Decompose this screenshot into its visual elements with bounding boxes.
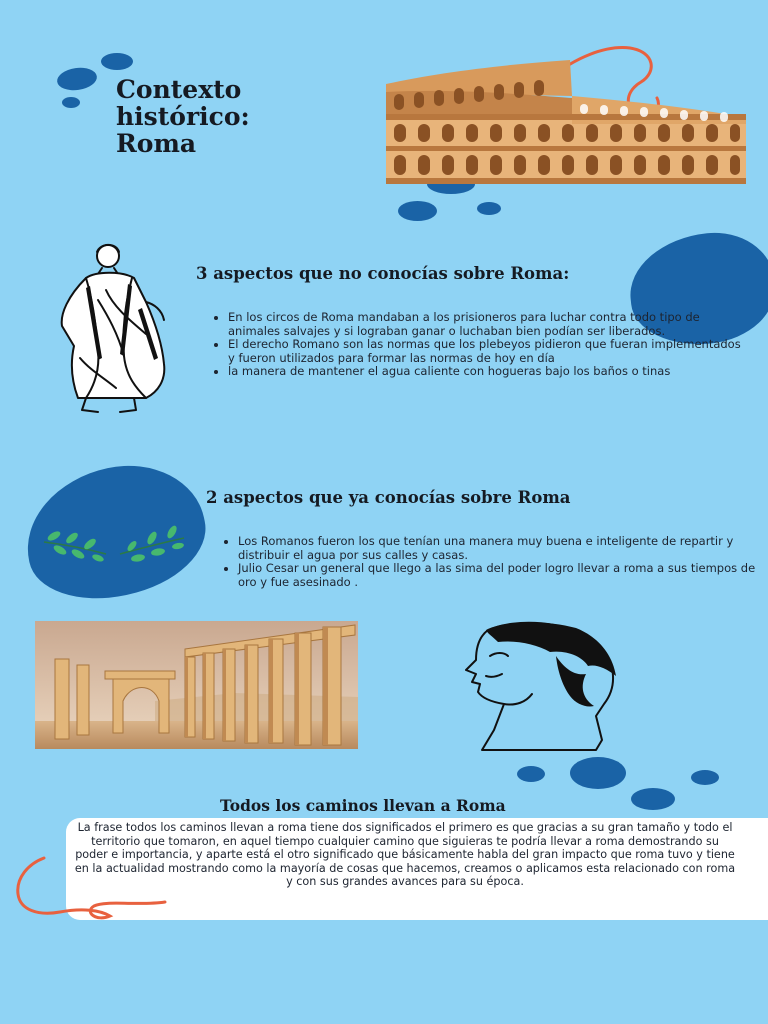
decor-blob [570, 757, 626, 789]
laurel-leaf-icon [40, 520, 188, 566]
swirl-decoration [10, 852, 170, 928]
section-known-heading: 2 aspectos que ya conocías sobre Roma [206, 488, 571, 507]
decor-blob [101, 53, 133, 70]
decor-blob [477, 202, 501, 215]
ruins-photo [35, 621, 358, 749]
title-line: Contexto [116, 75, 242, 104]
page-title [116, 76, 356, 157]
colosseum-illustration [380, 54, 752, 186]
roads-body: La frase todos los caminos llevan a roma tiene dos significados el primero es que gracias a su gran tamaño y todo el territorio que tomaron, en aquel tiempo cualquier camino que siguieras te podría llevar a roma demostrando su poder e importancia, y aparte está el otro significado que básicamente habla del gran impacto que roma tuvo y tiene en la actualidad mostrando como la mayoría de cosas que hacemos, creamos o aplicamos esta relacionado con roma y con sus grandes avances para su época. [74, 821, 736, 888]
list-item: • En los circos de Roma mandaban a los prisioneros para luchar contra todo tipo de animales salvajes y si lograban ganar o luchaban bien podían ser liberados. [228, 311, 748, 338]
section-unknown-list [206, 311, 748, 379]
title-line: histórico: [116, 102, 250, 131]
list-item: • Julio Cesar un general que llego a las sima del poder logro llevar a roma a sus tiempos de oro y fue asesinado . [238, 562, 768, 589]
list-item: • El derecho Romano son las normas que los plebeyos pidieron que fueran implementados y fueron utilizados para formar las normas de hoy en día [228, 338, 748, 365]
title-line: Roma [116, 129, 197, 158]
caesar-bust-illustration [446, 616, 622, 754]
list-item: • la manera de mantener el agua caliente con hogueras bajo los baños o tinas [228, 365, 748, 379]
section-known-list [216, 535, 768, 589]
decor-blob [56, 65, 99, 92]
section-roads-heading: Todos los caminos llevan a Roma [220, 796, 506, 815]
list-item: • Los Romanos fueron los que tenían una manera muy buena e inteligente de repartir y distribuir el agua por sus calles y casas. [238, 535, 768, 562]
decor-blob [398, 201, 437, 221]
decor-blob [691, 770, 719, 785]
decor-blob [517, 766, 545, 782]
section-unknown-heading: 3 aspectos que no conocías sobre Roma: [196, 264, 570, 283]
roman-figure-illustration [46, 238, 174, 418]
decor-blob [631, 788, 675, 810]
decor-blob [62, 97, 80, 108]
